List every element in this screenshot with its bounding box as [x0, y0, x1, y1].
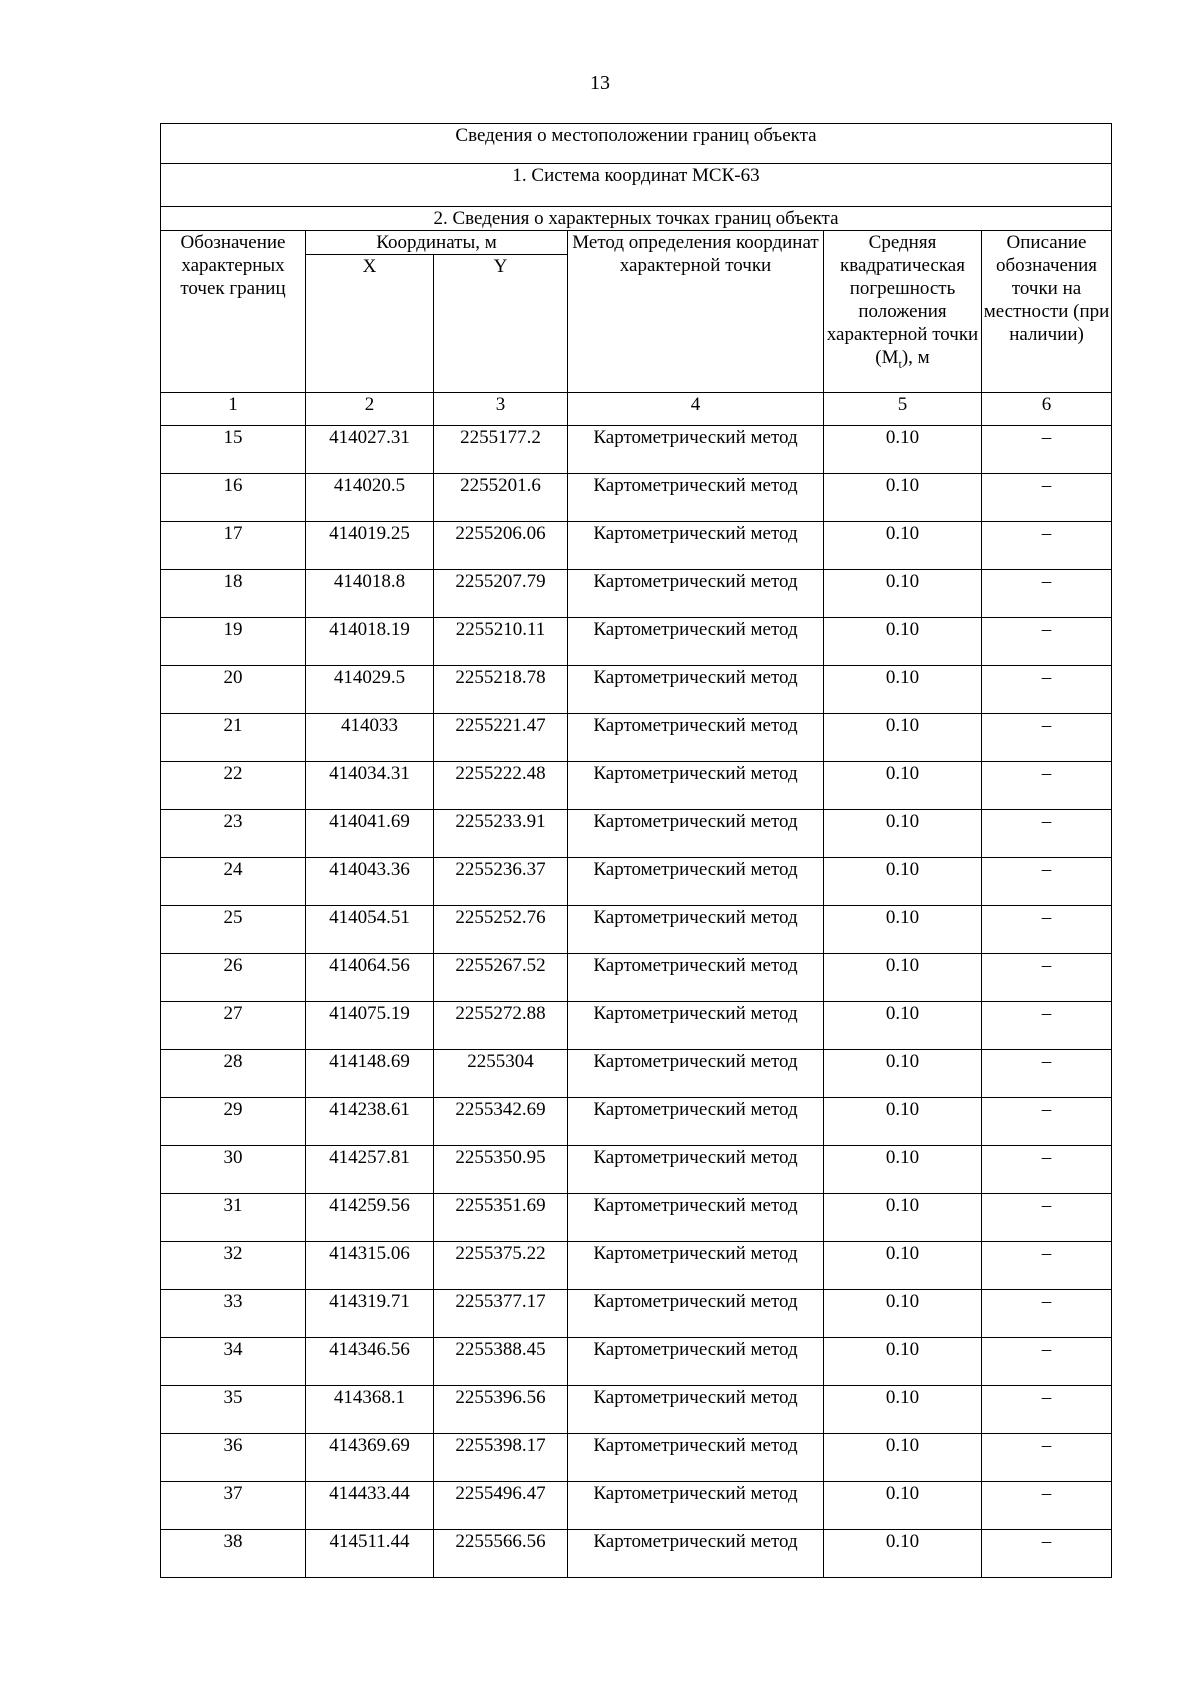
- header-x: X: [306, 255, 434, 393]
- cell-point: 28: [161, 1050, 306, 1098]
- cell-method: Картометрический метод: [568, 666, 824, 714]
- section-heading: 2. Сведения о характерных точках границ объекта: [161, 207, 1112, 231]
- cell-method: Картометрический метод: [568, 1242, 824, 1290]
- cell-x: 414064.56: [306, 954, 434, 1002]
- cell-method: Картометрический метод: [568, 1098, 824, 1146]
- cell-point: 27: [161, 1002, 306, 1050]
- table-row: [161, 522, 1112, 570]
- cell-error: 0.10: [824, 1338, 982, 1386]
- cell-description: –: [982, 570, 1112, 618]
- cell-y: 2255375.22: [434, 1242, 568, 1290]
- cell-x: 414034.31: [306, 762, 434, 810]
- cell-point: 26: [161, 954, 306, 1002]
- table-row: [161, 474, 1112, 522]
- boundary-points-table: [160, 123, 1112, 1578]
- cell-y: 2255267.52: [434, 954, 568, 1002]
- cell-point: 34: [161, 1338, 306, 1386]
- cell-x: 414019.25: [306, 522, 434, 570]
- table-row: [161, 954, 1112, 1002]
- table-row: [161, 1482, 1112, 1530]
- cell-point: 16: [161, 474, 306, 522]
- cell-description: –: [982, 618, 1112, 666]
- cell-method: Картометрический метод: [568, 426, 824, 474]
- table-row: [161, 762, 1112, 810]
- cell-error: 0.10: [824, 858, 982, 906]
- cell-x: 414148.69: [306, 1050, 434, 1098]
- cell-description: –: [982, 1050, 1112, 1098]
- cell-y: 2255207.79: [434, 570, 568, 618]
- cell-method: Картометрический метод: [568, 1482, 824, 1530]
- cell-method: Картометрический метод: [568, 714, 824, 762]
- cell-description: –: [982, 1194, 1112, 1242]
- cell-point: 31: [161, 1194, 306, 1242]
- cell-description: –: [982, 1002, 1112, 1050]
- cell-point: 35: [161, 1386, 306, 1434]
- table-row: [161, 1146, 1112, 1194]
- cell-point: 25: [161, 906, 306, 954]
- table-row: [161, 714, 1112, 762]
- cell-x: 414346.56: [306, 1338, 434, 1386]
- cell-point: 18: [161, 570, 306, 618]
- cell-error: 0.10: [824, 1098, 982, 1146]
- cell-error: 0.10: [824, 666, 982, 714]
- cell-error: 0.10: [824, 522, 982, 570]
- column-number: 6: [982, 393, 1112, 426]
- cell-error: 0.10: [824, 426, 982, 474]
- cell-point: 22: [161, 762, 306, 810]
- cell-error: 0.10: [824, 810, 982, 858]
- cell-y: 2255496.47: [434, 1482, 568, 1530]
- table-row: [161, 1530, 1112, 1578]
- cell-y: 2255236.37: [434, 858, 568, 906]
- cell-x: 414238.61: [306, 1098, 434, 1146]
- cell-x: 414018.19: [306, 618, 434, 666]
- cell-description: –: [982, 1098, 1112, 1146]
- cell-x: 414259.56: [306, 1194, 434, 1242]
- cell-y: 2255388.45: [434, 1338, 568, 1386]
- table-row: [161, 1290, 1112, 1338]
- cell-x: 414433.44: [306, 1482, 434, 1530]
- cell-description: –: [982, 714, 1112, 762]
- table-row: [161, 858, 1112, 906]
- cell-method: Картометрический метод: [568, 1002, 824, 1050]
- cell-method: Картометрический метод: [568, 1290, 824, 1338]
- cell-method: Картометрический метод: [568, 1434, 824, 1482]
- cell-description: –: [982, 426, 1112, 474]
- cell-y: 2255218.78: [434, 666, 568, 714]
- cell-y: 2255222.48: [434, 762, 568, 810]
- cell-error: 0.10: [824, 1530, 982, 1578]
- cell-method: Картометрический метод: [568, 810, 824, 858]
- cell-x: 414018.8: [306, 570, 434, 618]
- cell-description: –: [982, 1482, 1112, 1530]
- cell-description: –: [982, 810, 1112, 858]
- cell-method: Картометрический метод: [568, 1530, 824, 1578]
- cell-description: –: [982, 522, 1112, 570]
- table-row: [161, 1002, 1112, 1050]
- header-point: Обозначение характерных точек границ: [161, 231, 306, 393]
- cell-point: 24: [161, 858, 306, 906]
- header-error: Средняя квадратическая погрешность положения характерной точки $(M_t)$, м: [824, 231, 982, 393]
- cell-point: 33: [161, 1290, 306, 1338]
- cell-y: 2255221.47: [434, 714, 568, 762]
- cell-x: 414020.5: [306, 474, 434, 522]
- table-row: [161, 1338, 1112, 1386]
- cell-point: 30: [161, 1146, 306, 1194]
- cell-description: –: [982, 858, 1112, 906]
- cell-error: 0.10: [824, 714, 982, 762]
- cell-point: 38: [161, 1530, 306, 1578]
- cell-method: Картометрический метод: [568, 618, 824, 666]
- cell-y: 2255350.95: [434, 1146, 568, 1194]
- cell-error: 0.10: [824, 1146, 982, 1194]
- cell-x: 414054.51: [306, 906, 434, 954]
- cell-y: 2255210.11: [434, 618, 568, 666]
- cell-error: 0.10: [824, 570, 982, 618]
- table-row: [161, 618, 1112, 666]
- cell-x: 414027.31: [306, 426, 434, 474]
- cell-point: 21: [161, 714, 306, 762]
- cell-description: –: [982, 906, 1112, 954]
- cell-y: 2255177.2: [434, 426, 568, 474]
- table-title: Сведения о местоположении границ объекта: [161, 124, 1112, 164]
- cell-error: 0.10: [824, 1242, 982, 1290]
- table-row: [161, 666, 1112, 714]
- table-row: [161, 1386, 1112, 1434]
- column-number: 5: [824, 393, 982, 426]
- cell-point: 17: [161, 522, 306, 570]
- cell-description: –: [982, 954, 1112, 1002]
- cell-description: –: [982, 474, 1112, 522]
- cell-y: 2255252.76: [434, 906, 568, 954]
- cell-error: 0.10: [824, 1002, 982, 1050]
- cell-x: 414368.1: [306, 1386, 434, 1434]
- cell-error: 0.10: [824, 762, 982, 810]
- cell-x: 414075.19: [306, 1002, 434, 1050]
- cell-error: 0.10: [824, 906, 982, 954]
- cell-method: Картометрический метод: [568, 762, 824, 810]
- cell-y: 2255342.69: [434, 1098, 568, 1146]
- page-number: 13: [590, 72, 610, 94]
- cell-y: 2255396.56: [434, 1386, 568, 1434]
- table-row: [161, 1194, 1112, 1242]
- cell-point: 20: [161, 666, 306, 714]
- cell-error: 0.10: [824, 1290, 982, 1338]
- column-number: 4: [568, 393, 824, 426]
- coordinate-system: 1. Система координат МСК-63: [161, 164, 1112, 207]
- header-coords: Координаты, м: [306, 231, 568, 255]
- cell-error: 0.10: [824, 1482, 982, 1530]
- cell-method: Картометрический метод: [568, 1050, 824, 1098]
- table-row: [161, 426, 1112, 474]
- table-row: [161, 1098, 1112, 1146]
- cell-error: 0.10: [824, 1386, 982, 1434]
- cell-description: –: [982, 1386, 1112, 1434]
- cell-method: Картометрический метод: [568, 570, 824, 618]
- cell-method: Картометрический метод: [568, 1194, 824, 1242]
- header-y: Y: [434, 255, 568, 393]
- cell-x: 414043.36: [306, 858, 434, 906]
- cell-y: 2255206.06: [434, 522, 568, 570]
- cell-error: 0.10: [824, 618, 982, 666]
- cell-method: Картометрический метод: [568, 954, 824, 1002]
- cell-y: 2255398.17: [434, 1434, 568, 1482]
- cell-y: 2255201.6: [434, 474, 568, 522]
- cell-method: Картометрический метод: [568, 474, 824, 522]
- cell-x: 414319.71: [306, 1290, 434, 1338]
- table-row: [161, 906, 1112, 954]
- cell-point: 19: [161, 618, 306, 666]
- cell-point: 32: [161, 1242, 306, 1290]
- column-numbers-row: [161, 393, 1112, 426]
- cell-error: 0.10: [824, 1194, 982, 1242]
- cell-y: 2255351.69: [434, 1194, 568, 1242]
- cell-point: 37: [161, 1482, 306, 1530]
- column-number: 2: [306, 393, 434, 426]
- cell-description: –: [982, 666, 1112, 714]
- cell-y: 2255566.56: [434, 1530, 568, 1578]
- cell-x: 414315.06: [306, 1242, 434, 1290]
- cell-method: Картометрический метод: [568, 858, 824, 906]
- cell-y: 2255233.91: [434, 810, 568, 858]
- cell-error: 0.10: [824, 1434, 982, 1482]
- table-row: [161, 1050, 1112, 1098]
- table-row: [161, 570, 1112, 618]
- cell-error: 0.10: [824, 474, 982, 522]
- cell-description: –: [982, 762, 1112, 810]
- cell-method: Картометрический метод: [568, 906, 824, 954]
- header-method: Метод определения координат характерной точки: [568, 231, 824, 393]
- cell-description: –: [982, 1242, 1112, 1290]
- cell-method: Картометрический метод: [568, 522, 824, 570]
- cell-y: 2255377.17: [434, 1290, 568, 1338]
- cell-method: Картометрический метод: [568, 1338, 824, 1386]
- cell-point: 29: [161, 1098, 306, 1146]
- cell-y: 2255304: [434, 1050, 568, 1098]
- table-row: [161, 1242, 1112, 1290]
- column-number: 1: [161, 393, 306, 426]
- cell-method: Картометрический метод: [568, 1386, 824, 1434]
- cell-error: 0.10: [824, 954, 982, 1002]
- cell-description: –: [982, 1434, 1112, 1482]
- table-row: [161, 1434, 1112, 1482]
- table-row: [161, 810, 1112, 858]
- cell-x: 414369.69: [306, 1434, 434, 1482]
- cell-y: 2255272.88: [434, 1002, 568, 1050]
- cell-x: 414029.5: [306, 666, 434, 714]
- cell-point: 36: [161, 1434, 306, 1482]
- cell-point: 15: [161, 426, 306, 474]
- cell-point: 23: [161, 810, 306, 858]
- cell-description: –: [982, 1530, 1112, 1578]
- cell-error: 0.10: [824, 1050, 982, 1098]
- cell-x: 414041.69: [306, 810, 434, 858]
- cell-x: 414257.81: [306, 1146, 434, 1194]
- cell-x: 414511.44: [306, 1530, 434, 1578]
- column-number: 3: [434, 393, 568, 426]
- cell-description: –: [982, 1338, 1112, 1386]
- cell-description: –: [982, 1290, 1112, 1338]
- cell-method: Картометрический метод: [568, 1146, 824, 1194]
- header-description: Описание обозначения точки на местности (при наличии): [982, 231, 1112, 393]
- cell-x: 414033: [306, 714, 434, 762]
- cell-description: –: [982, 1146, 1112, 1194]
